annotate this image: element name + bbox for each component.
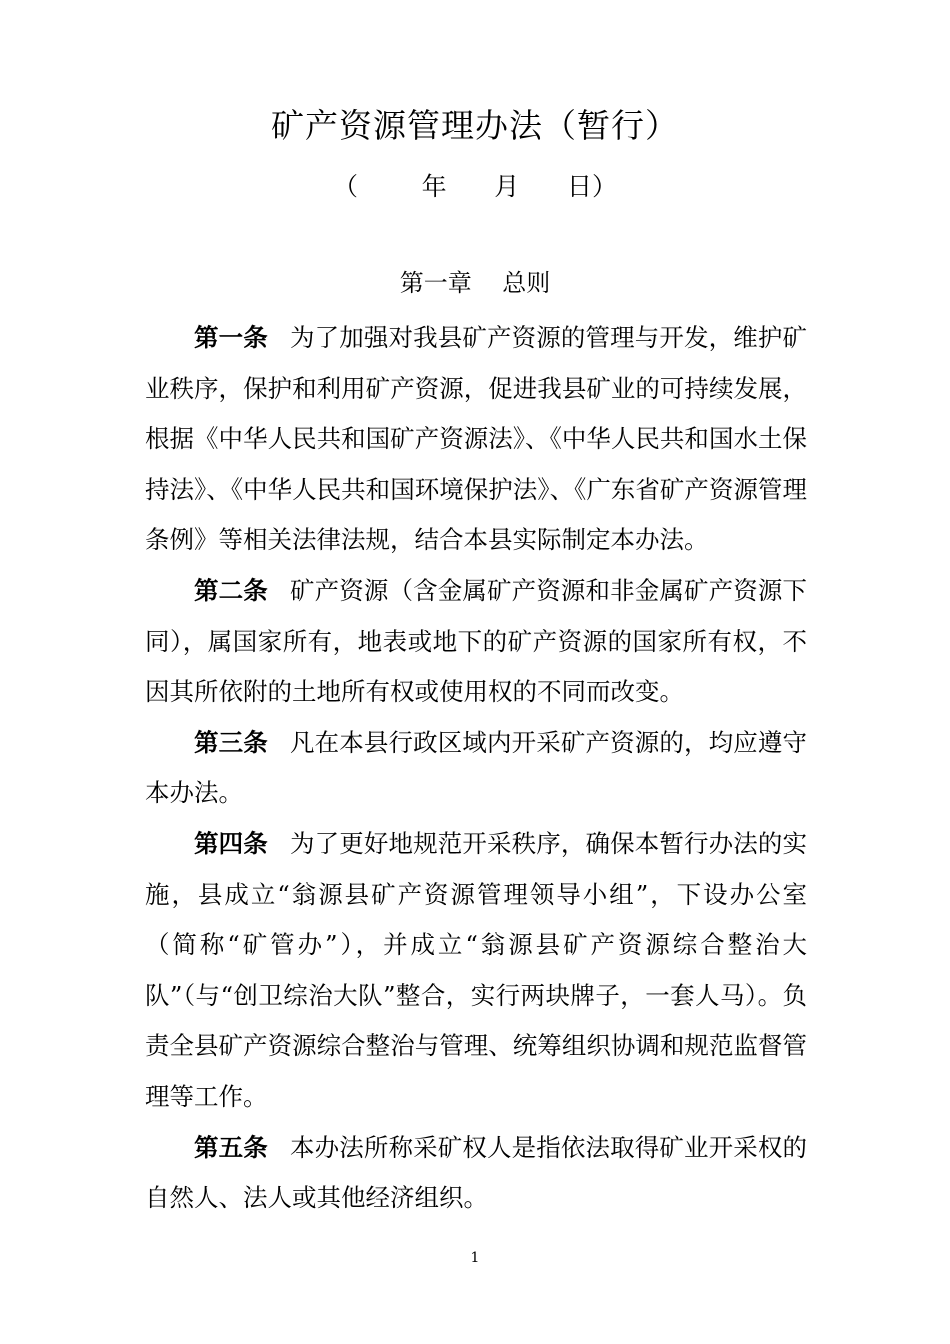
article-5-text: 本办法所称采矿权人是指依法取得矿业开采权的自然人、法人或其他经济组织。 xyxy=(145,1132,808,1213)
article-3-label: 第三条 xyxy=(194,727,268,757)
article-1 xyxy=(145,313,807,566)
chapter-heading: 第一章 总则 xyxy=(399,269,551,297)
article-4-text: 为了更好地规范开采秩序，确保本暂行办法的实施，县成立“翁源县矿产资源管理领导小组”，下设办公室（简称“矿管办”），并成立“翁源县矿产资源综合整治大队”（与“创卫综治大队”整合，实行两块牌子，一套人马）。负责全县矿产资源综合整治与管理、统筹组织协调和规范监督管理等工作。 xyxy=(145,828,808,1111)
date-line: （ 年 月 日） xyxy=(333,172,617,201)
article-1-text: 为了加强对我县矿产资源的管理与开发，维护矿业秩序，保护和利用矿产资源，促进我县矿业的可持续发展，根据《中华人民共和国矿产资源法》、《中华人民共和国水土保持法》、《中华人民共和国环境保护法》、《广东省矿产资源管理条例》等相关法律法规，结合本县实际制定本办法。 xyxy=(145,323,808,555)
article-2 xyxy=(145,566,807,718)
article-3-text: 凡在本县行政区域内开采矿产资源的，均应遵守本办法。 xyxy=(145,727,808,808)
article-1-label: 第一条 xyxy=(194,323,268,352)
page-number: 1 xyxy=(470,1250,480,1266)
article-4-label: 第四条 xyxy=(194,828,268,858)
article-2-label: 第二条 xyxy=(194,575,268,605)
article-5-label: 第五条 xyxy=(194,1132,268,1162)
article-3 xyxy=(145,718,807,819)
document-title: 矿产资源管理办法（暂行） xyxy=(271,106,679,145)
document-body xyxy=(145,313,807,1224)
article-5 xyxy=(145,1123,807,1224)
article-2-text: 矿产资源（含金属矿产资源和非金属矿产资源下同），属国家所有，地表或地下的矿产资源的国家所有权，不因其所依附的土地所有权或使用权的不同而改变。 xyxy=(145,575,808,707)
article-4 xyxy=(145,819,807,1123)
